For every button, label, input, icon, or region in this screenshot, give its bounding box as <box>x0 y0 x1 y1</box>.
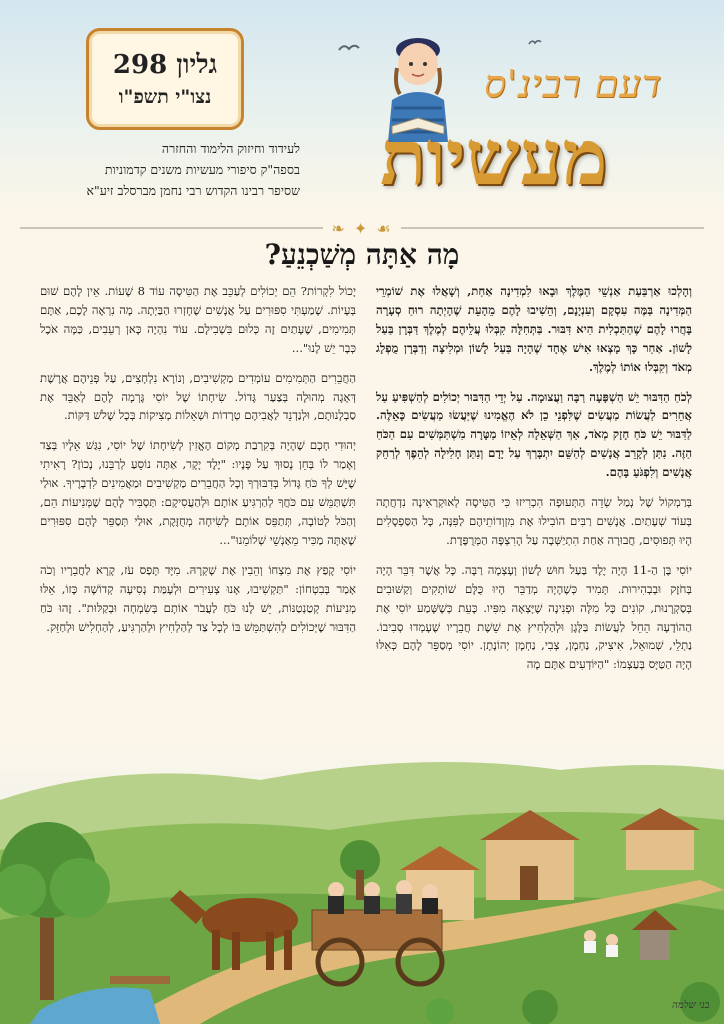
village-scene-illustration <box>0 740 724 1024</box>
intro-line: שסיפר רבינו הקדוש רבי נחמן מברסלב זיע"א <box>86 183 300 198</box>
artist-credit: בני שלמה <box>672 1000 710 1011</box>
intro-line: לעידוד וחיזוק הלימוד והחזרה <box>161 141 300 156</box>
bird-icon <box>528 38 542 48</box>
issue-date: נצו"י תשפ"ו <box>118 85 212 108</box>
paragraph: לְכֹחַ הַדִּבּוּר יֵשׁ הַשְׁפָּעָה רַבָּה וַעֲצוּמָה. עַל יְדֵי הַדִּבּוּר יְכוֹלִים לְהַשְׁפִּיעַ עַל אֲחֵרִים לַעֲשׂוֹת מַעֲשִׂים שֶׁלִּפְנֵי כֵן לֹא הֶאֱמִינוּ שֶׁיַּעֲשׂוּ מַעֲשִׂים כָּאֵלֶּה. לַדִּבּוּר יֵשׁ כֹּחַ חָזָק מְאֹד, אַךְ הַשְּׁאֵלָה לְאֵיזוֹ מַטָּרָה מִשְׁתַּמְּשִׁים עִם הַכֹּחַ הַזֶּה. נִתַּן לְקָרֵב אֲנָשִׁים לְהַשֵּׁם יִתְבָּרַךְ עַל יָדָם וְנִתַּן חָלִילָה לְהֵפֶךְ לְרַחֵק אֲנָשִׁים וְלִפְגֹּעַ בָּהֶם. <box>376 389 692 480</box>
brand-subtitle: דעם רבינ'ס <box>484 62 663 106</box>
paragraph: וְהָלְכוּ אַרְבַּעַת אַנְשֵׁי הַמֶּלֶךְ וּבָאוּ לִמְדִינָה אַחַת, וְשָׁאֲלוּ אֶת שׁוֹמְרֵי הַמְּדִינָה בַּמֶּה עִסְקָם וְעִנְיָנָם, וְהֵשִׁיבוּ לָהֶם מֵהָעֵת שֶׁהָיְתָה רוּחַ סְעָרָה בָּחֲרוּ לָהֶם שֶׁהַתַּכְלִית הִיא דִּבּוּר. בַּתְּחִלָּה קִבְּלוּ עֲלֵיהֶם לְמֶלֶךְ דַּבְּרָן בַּעַל לָשׁוֹן. אַחַר כָּךְ מָצְאוּ אִישׁ אֶחָד שֶׁהָיָה בַּעַל לָשׁוֹן וּמְלִיצָה וְדַבְּרָן מֻפְלָג מְאֹד וְקִבְּלוּ אוֹתוֹ לְמֶלֶךְ. <box>376 284 692 374</box>
issue-box <box>86 28 244 130</box>
brand-title: מעשיות <box>380 113 608 202</box>
ornamental-divider <box>20 218 704 238</box>
intro-line: בספה"ק סיפורי מעשיות משנים קדמוניות <box>104 162 300 177</box>
paragraph: יָכוֹל לִקְרוֹת? הֵם יְכוֹלִים לְעַכֵּב אֶת הַטִּיסָה עוֹד 8 שָׁעוֹת. אֵין לָהֶם שׁוּם בְּעָיוֹת. שָׁמַעְתִּי סִפּוּרִים עַל אֲנָשִׁים שֶׁחָזְרוּ הַבַּיְתָה. מָה נִרְאֶה לָכֶם, אַתֶּם תְּמִימִים, שֶׁעָתַיִם זֶה כְּלוּם בִּשְׁבִילָם. עוֹד נִהְיֶה כָּאן רְעֵבִים, כַּמָּה אֹכֶל כְּבָר יֵשׁ לָנוּ"... <box>40 284 356 355</box>
bird-icon <box>338 42 360 56</box>
paragraph: יוֹסִי בֶּן הַ-11 הָיָה יֶלֶד בַּעַל חוּשׁ לָשׁוֹן וְעָצְמָה רַבָּה. כָּל אֲשֶׁר דִּבֵּר הָיָה בְּחֹזֶק וּבְבְהִירוּת. תָּמִיד כְּשֶׁהָיָה מְדַבֵּר הָיוּ כֻּלָּם שׁוֹתְקִים וְקַשּׁוּבִים בְּסַקְרָנוּת, קוֹנִים כָּל מִלָּה וּפְנִינָה שֶׁיָּצְאָה מִפִּיו. כָּעֵת כְּשֶׁשָּׁמַע יוֹסִי אֶת הַהוֹדָעָה הֵחֵל לַעֲשׂוֹת בַּלָּגָן וּלְהַלְחִיץ אֶת שֵׁשֶׁת חֲבֵרָיו שֶׁעָמְדוּ סְבִיבוֹ. נַתְלֵי, שְׁמוּאֵל, אִיצִיק, נַחְמָן, צְבִי, נַחְמָן יְהוֹנָתָן. יוֹסִי מְסַפֵּר לָהֶם כְּאִלּוּ הָיָה הַטַּיָּס בְּעַצְמוֹ: "הַיּוֹדְעִים אַתֶּם מָה <box>376 562 692 672</box>
paragraph: בְּרַמְקוֹל שֶׁל נְמַל שְׂדֵה הַתְּעוּפָה הִכְרִיזוּ כִּי הַטִּיסָה לְאוּקְרַאִינָה נִדְחֲתָה בְּעוֹד שְׁעָתַיִם. אֲנָשִׁים רַבִּים הוֹבִילוּ אֶת מִזְוְדוֹתֵיהֶם לַפִּנָּה, כָּל הַסַּפְסָלִים הָיוּ תְּפוּסִים, חֲבוּרָה אַחַת הִתְיַשְּׁבָה עַל הָרִצְפָּה הַמְּרֻפֶּדֶת. <box>376 495 692 547</box>
article-column-right <box>376 282 692 685</box>
paragraph: הַחֲבֵרִים הַתְּמִימִים עוֹמְדִים מַקְשִׁיבִים, וְנוֹרָא נִלְחָצִים, עַל פְּנֵיהֶם אֲרֶשֶׁת דְּאָגָה מְהוּלָה בְּצַעַר גָּדוֹל. שִׂיחָתוֹ שֶׁל יוֹסִי גָּרְמָה לָהֶם לְאַבֵּד אֶת סַבְלָנוּתָם, וּלְנַדְנֵד לַאֲבִיהֶם טְרָדוֹת וּשְׁאֵלוֹת מְצִיקוֹת בְּכָל שָׁלֹשׁ דַּקּוֹת. <box>40 370 356 423</box>
issue-number: גליון 298 <box>112 49 218 80</box>
article-title: מָה אַתָּה מְשַׁכְנֵעַ? <box>264 238 460 271</box>
ornament-icon: ❧ ✦ ☙ <box>331 218 393 238</box>
article-column-left <box>40 282 356 647</box>
paragraph: יוֹסִי קָפַץ אֶת מִצְחוֹ וְהֵבִין אֶת שָׁקְרָהּ. מִיָּד תָּפַס עֹז, קָרָא לַחֲבֵרָיו וְכֹה אָמַר בְּבִטְחוֹן: "תַּקְשִׁיבוּ, אָנוּ צְעִירִים וּלְעָמַּת נְסִיעָה קְדוֹשָׁה כָּזוֹ, אֵלּוּ מְנִיעוֹת קְטַנְטַנּוֹת, יֵשׁ לָנוּ כֹּחַ לַעֲבֹר אוֹתָם בְּשִׂמְחָה וּבְקַלּוּת". זֶהוּ כֹּחַ הַדִּבּוּר שֶׁיְּכוֹלִים לְהִשְׁתַּמֵּשׁ בּוֹ לְכָל צַד לְהַלְחִיץ וּלְהַרְגִּיעַ, לְהַחְלִישׁ וּלְחַזֵּק. <box>40 562 356 634</box>
intro-text <box>40 138 300 201</box>
paragraph: יְהוּדִי חָכָם שֶׁהָיָה בְּקִרְבַת מְקוֹם הֶאֱזִין לְשִׂיחָתוֹ שֶׁל יוֹסִי, נִגַּשׁ אֵלָיו בְּצַד וְאָמַר לוֹ בְּחֵן נָסוּךְ עַל פָּנָיו: "יֶלֶד יָקָר, אַתָּה נוֹסֵעַ לְרַבֵּנוּ, נָכוֹן? רָאִיתִי שֶׁיֵּשׁ לְךָ כֹּחַ גָּדוֹל בְּדִבּוּרְךָ וְכָל הַחֲבֵרִים מַקְשִׁיבִים וּמַאֲמִינִים לִדְבָרֶיךָ. אוּלַי תִּשְׁתַּמֵּשׁ עִם כֹּחֲךָ לְהַרְגִּיעַ אוֹתָם וּלְהַעֲסִיקָם: תַּסְבִּיר לָהֶם שֶׁמְּנִיעוֹת הֵם, וְהַכֹּל לְטוֹבָה, תְּתַפֵּס אוֹתָם לְשִׂיחָה מְחֻזֶּקֶת, אוּלַי תְּסַפֵּר לָהֶם סִפּוּרִים שֶׁאַתָּה מַכִּיר מֵאַנְשֵׁי שְׁלוֹמֵנוּ"... <box>40 438 356 547</box>
